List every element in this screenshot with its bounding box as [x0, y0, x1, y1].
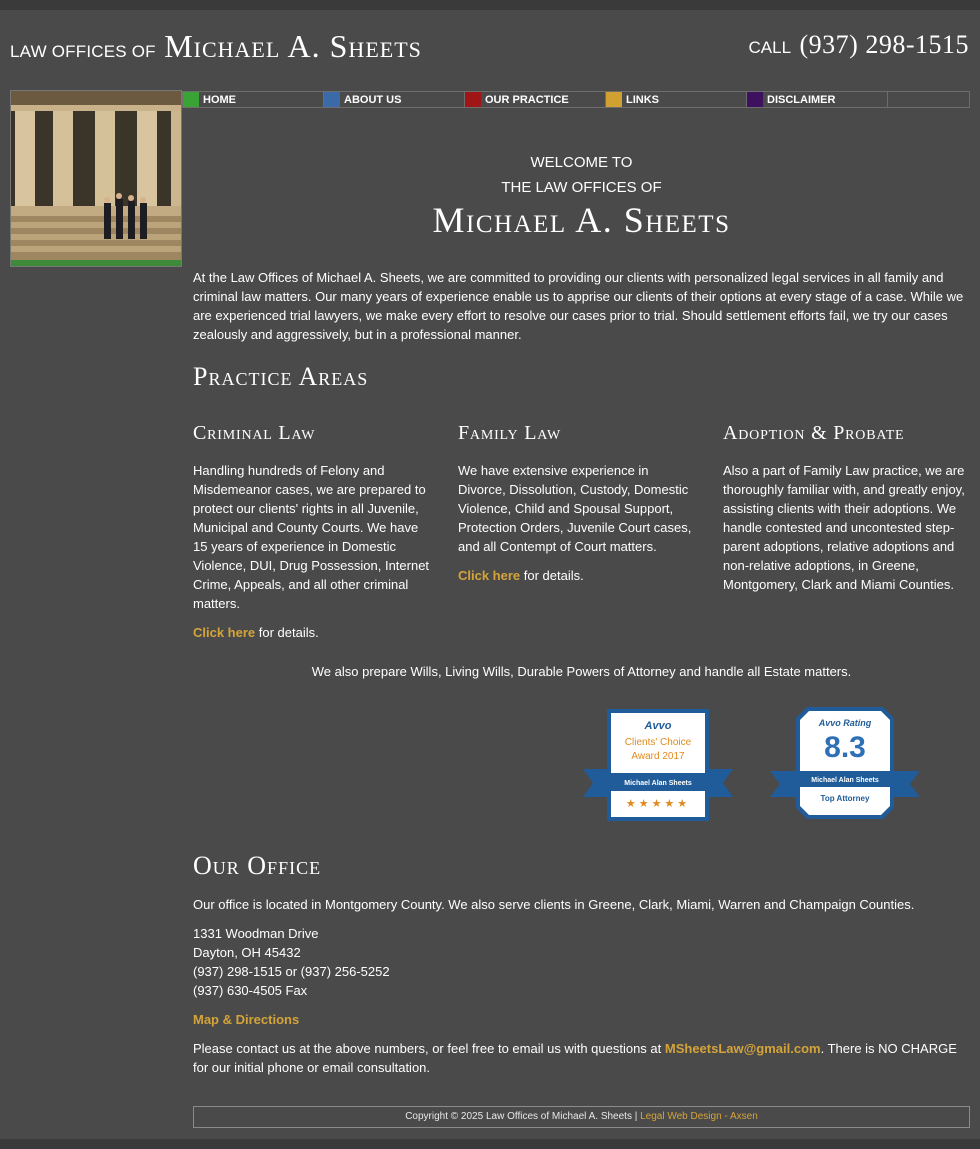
award-line-2: Award 2017 — [631, 751, 685, 762]
practice-columns — [193, 422, 970, 642]
contact-text-post: . There is NO CHARGE for our initial phone or email consultation. — [193, 1041, 957, 1075]
footer — [193, 1106, 970, 1128]
bottom-bar — [0, 1139, 980, 1149]
welcome-line-1: WELCOME TO — [530, 154, 633, 171]
avvo-rating-badge[interactable] — [770, 705, 920, 826]
welcome-line-2: THE LAW OFFICES OF — [501, 179, 662, 196]
email-link[interactable]: MSheetsLaw@gmail.com — [664, 1041, 821, 1056]
nav-label-links: LINKS — [626, 93, 659, 106]
office-address-line-1: 1331 Woodman Drive — [193, 926, 319, 941]
header-phone-number[interactable]: (937) 298-1515 — [799, 30, 969, 59]
office-address — [193, 924, 970, 1000]
award-line-1: Clients' Choice — [624, 737, 692, 748]
site-title[interactable] — [10, 28, 422, 65]
main-nav — [182, 91, 970, 108]
welcome-heading — [193, 150, 970, 200]
nav-label-about-us: ABOUT US — [344, 93, 402, 106]
avvo-clients-choice-badge[interactable] — [583, 707, 733, 828]
office-address-line-2: Dayton, OH 45432 — [193, 945, 301, 960]
nav-swatch-our-practice — [465, 92, 481, 107]
site-title-name: Michael A. Sheets — [164, 28, 422, 64]
office-fax: (937) 630-4505 Fax — [193, 983, 308, 998]
main-content — [193, 150, 970, 1077]
office-location: Our office is located in Montgomery County. We also serve clients in Greene, Clark, Miami, Warren and Champaign Counties. — [193, 897, 915, 912]
nav-filler — [887, 91, 970, 108]
family-law-details-link[interactable]: Click here — [458, 568, 521, 583]
criminal-law-title: Criminal Law — [193, 422, 316, 444]
family-law-more-suffix: for details. — [520, 568, 584, 583]
nav-swatch-home — [183, 92, 199, 107]
office-contact — [193, 1039, 970, 1077]
nav-label-our-practice: OUR PRACTICE — [485, 93, 569, 106]
estate-matters-note: We also prepare Wills, Living Wills, Durable Powers of Attorney and handle all Estate matters. — [311, 664, 852, 679]
rating-score: 8.3 — [824, 731, 866, 764]
nav-swatch-links — [606, 92, 622, 107]
map-directions-link[interactable]: Map & Directions — [193, 1012, 300, 1027]
award-stars-icon: ★★★★★ — [625, 797, 691, 810]
family-law-body: We have extensive experience in Divorce, Dissolution, Custody, Domestic Violence, Child and Spousal Support, Protection Orders, Juvenile Court cases, and all Contempt of Court matters. — [458, 463, 692, 554]
courthouse-photo — [10, 90, 182, 267]
criminal-law-details-link[interactable]: Click here — [193, 625, 256, 640]
call-label: CALL — [748, 38, 792, 57]
adoption-probate-title: Adoption & Probate — [723, 422, 905, 444]
practice-family-law — [458, 422, 723, 642]
nav-label-disclaimer: DISCLAIMER — [767, 93, 836, 106]
criminal-law-more-suffix: for details. — [255, 625, 319, 640]
nav-swatch-disclaimer — [747, 92, 763, 107]
practice-criminal-law — [193, 422, 458, 642]
footer-copyright: Copyright © 2025 Law Offices of Michael A. Sheets | — [405, 1111, 641, 1122]
family-law-title: Family Law — [458, 422, 562, 444]
footer-credit-link[interactable]: Legal Web Design - Axsen — [640, 1111, 758, 1122]
practice-adoption-probate — [723, 422, 970, 642]
our-office-heading: Our Office — [193, 851, 322, 880]
office-map-row — [193, 1010, 970, 1029]
nav-label-home: HOME — [203, 93, 236, 106]
adoption-probate-body: Also a part of Family Law practice, we are thoroughly familiar with, and greatly enjoy, assisting clients with their adoptions. We handle contested and uncontested step-parent adoptions, relative adoptions and non-relative adoptions, in Greene, Montgomery, Clark and Miami Counties. — [723, 463, 965, 592]
contact-text-pre: Please contact us at the above numbers, or feel free to email us with questions at — [193, 1041, 665, 1056]
criminal-law-more — [193, 623, 432, 642]
rating-attorney-name: Michael Alan Sheets — [811, 777, 879, 784]
award-attorney-name: Michael Alan Sheets — [624, 780, 692, 787]
criminal-law-body: Handling hundreds of Felony and Misdemeanor cases, we are prepared to protect our clients' rights in all Juvenile, Municipal and County Courts. We have 15 years of experience in Domestic Violence, DUI, Drug Possession, Internet Crime, Appeals, and all other criminal matters. — [193, 463, 430, 611]
rating-brand: Avvo Rating — [818, 718, 872, 728]
family-law-more — [458, 566, 697, 585]
rating-title: Top Attorney — [820, 794, 870, 803]
site-title-prefix: LAW OFFICES OF — [10, 42, 156, 61]
nav-item-disclaimer[interactable] — [746, 91, 887, 108]
nav-item-about-us[interactable] — [323, 91, 464, 108]
award-brand: Avvo — [644, 720, 672, 732]
office-phone-numbers: (937) 298-1515 or (937) 256-5252 — [193, 964, 390, 979]
intro-paragraph: At the Law Offices of Michael A. Sheets, we are committed to providing our clients with personalized legal services in all family and criminal law matters. Our many years of experience enable us to apprise our clients of their options at every stage of a case. While we are experienced trial lawyers, we make every effort to resolve our cases prior to trial. Should settlement efforts fail, we try our cases zealously and aggressively, but in a professional manner. — [193, 270, 964, 342]
nav-swatch-about-us — [324, 92, 340, 107]
nav-item-home[interactable] — [182, 91, 323, 108]
welcome-name: Michael A. Sheets — [432, 200, 731, 240]
nav-item-links[interactable] — [605, 91, 746, 108]
our-office-section — [193, 851, 970, 1077]
avvo-badges — [193, 689, 970, 809]
top-bar — [0, 0, 980, 10]
header-phone[interactable] — [749, 30, 969, 60]
nav-item-our-practice[interactable] — [464, 91, 605, 108]
practice-areas-heading: Practice Areas — [193, 362, 369, 391]
